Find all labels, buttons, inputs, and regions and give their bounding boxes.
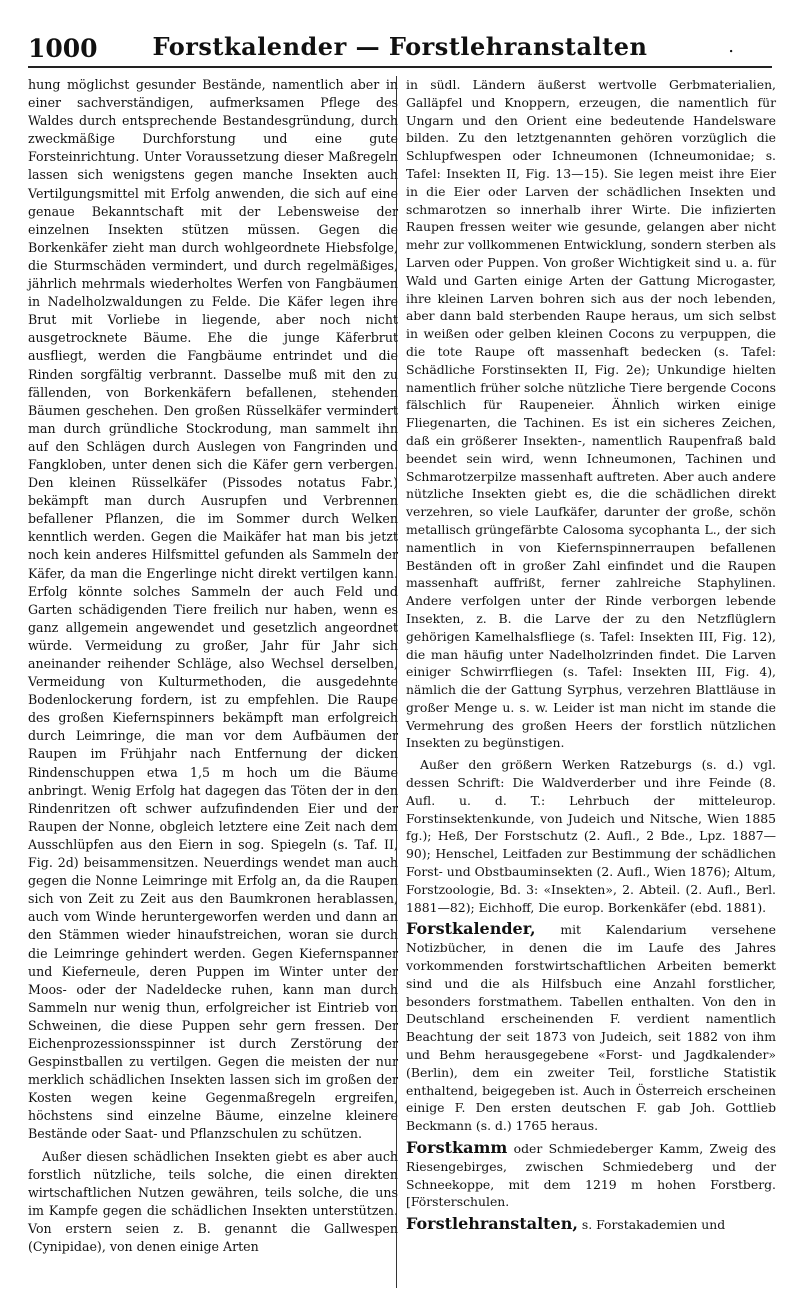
entry-cross-reference: [Försterschulen. <box>406 1194 510 1210</box>
right-column <box>406 76 776 1238</box>
entry-forstlehranstalten <box>406 1215 776 1234</box>
entry-lemma: Forstkalender, <box>406 919 536 939</box>
page-number: 1000 <box>28 34 98 63</box>
running-title: Forstkalender — Forstlehranstalten <box>152 32 648 61</box>
entry-forstkamm <box>406 1139 776 1211</box>
entry-lemma: Forstkamm <box>406 1138 508 1158</box>
left-paragraph-1: hung möglichst gesunder Bestände, namentlich aber in einer sachverständigen, aufmerksamen Pflege des Waldes durch entsprechende Bestandesgründung, durch zweckmäßige Durchforstung und eine gute Forsteinrichtung. Unter Voraussetzung dieser Maßregeln lassen sich wenigstens gegen manche Insekten auch Vertilgungsmittel mit Erfolg anwenden, die sich auf eine genaue Bekanntschaft mit der Lebensweise der einzelnen Insekten stützen müssen. Gegen die Borkenkäfer zieht man durch wohlgeordnete Hiebsfolge, die Sturmschäden vermindert, und durch regelmäßiges, jährlich mehrmals wiederholtes Werfen von Fangbäumen in Nadelholzwaldungen zu Felde. Die Käfer legen ihre Brut mit Vorliebe in liegende, aber noch nicht ausgetrocknete Bäume. Ehe die junge Käferbrut ausfliegt, werden die Fangbäume entrindet und die Rinden sorgfältig verbrannt. Dasselbe muß mit den zu fällenden, von Borkenkäfern befallenen, stehenden Bäumen geschehen. Den großen Rüsselkäfer vermindert man durch gründliche Stockrodung, man sammelt ihn auf den Schlägen durch Auslegen von Fangrinden und Fangkloben, unter denen sich die Käfer gern verbergen. Den kleinen Rüsselkäfer (Pissodes notatus Fabr.) bekämpft man durch Ausrupfen und Verbrennen befallener Pflanzen, die im Sommer durch Welken kenntlich werden. Gegen die Maikäfer hat man bis jetzt noch kein anderes Hilfsmittel gefunden als Sammeln der Käfer, da man die Engerlinge nicht direkt vertilgen kann. Erfolg könnte solches Sammeln der auch Feld und Garten schädigenden Tiere freilich nur haben, wenn es ganz allgemein angewendet und gesetzlich angeordnet würde. Vermeidung zu großer, Jahr für Jahr sich aneinander reihender Schläge, also Wechsel derselben, Vermeidung von Kulturmethoden, die ausgedehnte Bodenlockerung fordern, ist zu empfehlen. Die Raupe des großen Kiefernspinners bekämpft man erfolgreich durch Leimringe, die man vor dem Aufbäumen der Raupen im Frühjahr nach Entfernung der dicken Rindenschuppen etwa 1,5 m hoch um die Bäume anbringt. Wenig Erfolg hat dagegen das Töten der in den Rindenritzen oft schwer aufzufindenden Eier und der Raupen der Nonne, obgleich letztere eine Zeit nach dem Ausschlüpfen aus den Eiern in sog. Spiegeln (s. Taf. II, Fig. 2d) beisammensitzen. Neuerdings wendet man auch gegen die Nonne Leimringe mit Erfolg an, da die Raupen sich von Zeit zu Zeit aus den Baumkronen herablassen, auch vom Winde heruntergeworfen werden und dann an den Stämmen wieder hinaufstreichen, woran sie durch die Leimringe gehindert werden. Gegen Kiefernspanner und Kieferneule, deren Puppen im Winter unter der Moos- oder der Nadeldecke ruhen, kann man durch Sammeln nur wenig thun, erfolgreicher ist Eintrieb von Schweinen, die diese Puppen sehr gern fressen. Der Eichenprozessionsspinner ist durch Zerstörung der Gespinstballen zu vertilgen. Gegen die meisten der nur merklich schädlichen Insekten lassen sich im großen der Kosten wegen keine Gegenmaßregeln ergreifen, höchstens sind einzelne Bäume, einzelne kleinere Bestände oder Saat- und Pflanzschulen zu schützen. <box>28 77 398 1142</box>
entry-forstkalender <box>406 920 776 1135</box>
left-column <box>28 76 398 1260</box>
header-rule <box>28 66 772 68</box>
entry-text: s. Forstakademien und <box>577 1217 726 1233</box>
page-header <box>28 30 772 70</box>
left-paragraph-2: Außer diesen schädlichen Insekten giebt es aber auch forstlich nützliche, teils solche, die einen direkten wirtschaftlichen Nutzen gewähren, teils solche, die uns im Kampfe gegen die schädlichen Insekten unterstützen. Von erstern seien z. B. genannt die Gallwespen (Cynipidae), von denen einige Arten <box>28 1148 398 1254</box>
entry-lemma: Forstlehranstalten, <box>406 1214 578 1234</box>
right-paragraph-1: in südl. Ländern äußerst wertvolle Gerbmaterialien, Galläpfel und Knoppern, erzeugen, die namentlich für Ungarn und den Orient eine bedeutende Handelsware bilden. Zu den letztgenannten gehören vorzüglich die Schlupfwespen oder Ichneumonen (Ichneumonidae; s. Tafel: Insekten II, Fig. 13—15). Sie legen meist ihre Eier in die Eier oder Larven der schädlichen Insekten und schmarotzen so innerhalb ihrer Wirte. Die infizierten Raupen fressen weiter wie gesunde, gelangen aber nicht mehr zur vollkommenen Entwicklung, sondern sterben als Larven oder Puppen. Von großer Wichtigkeit sind u. a. für Wald und Garten einige Arten der Gattung Microgaster, ihre kleinen Larven bohren sich aus der noch lebenden, aber dann bald sterbenden Raupe heraus, um sich selbst in weißen oder gelben kleinen Cocons zu verpuppen, die die tote Raupe oft massenhaft bedecken (s. Tafel: Schädliche Forstinsekten II, Fig. 2e); Unkundige hielten namentlich früher solche nützliche Tiere bergende Cocons fälschlich für Raupeneier. Ähnlich wirken einige Fliegenarten, die Tachinen. Es ist ein sicheres Zeichen, daß ein größerer Insekten-, namentlich Raupenfraß bald beendet sein wird, wenn Ichneumonen, Tachinen und Schmarotzerpilze massenhaft auftreten. Aber auch andere nützliche Insekten giebt es, die die schädlichen direkt verzehren, so viele Laufkäfer, darunter der große, schön metallisch grüngefärbte Calosoma sycophanta L., der sich namentlich in von Kiefernspinnerraupen befallenen Beständen oft in großer Zahl einfindet und die Raupen massenhaft auffrißt, ferner zahlreiche Staphylinen. Andere verfolgen unter der Rinde verborgen lebende Insekten, z. B. die Larve der zu den Netzflüglern gehörigen Kamelhalsfliege (s. Tafel: Insekten III, Fig. 12), die man häufig unter Nadelholzrinden findet. Die Larven einiger Schwirrfliegen (s. Tafel: Insekten III, Fig. 4), nämlich die der Gattung Syrphus, verzehren Blattläuse in großer Menge u. s. w. Leider ist man nicht im stande die Vermehrung des großen Heers der forstlich nützlichen Insekten zu begünstigen. <box>406 77 776 751</box>
bibliography: Außer den größern Werken Ratzeburgs (s. d.) vgl. dessen Schrift: Die Waldverderber und ihre Feinde (8. Aufl. u. d. T.: Lehrbuch der mitteleurop. Forstinsektenkunde, von Judeich und Nitsche, Wien 1885 fg.); Heß, Der Forstschutz (2. Aufl., 2 Bde., Lpz. 1887—90); Henschel, Leitfaden zur Bestimmung der schädlichen Forst- und Obstbauminsekten (2. Aufl., Wien 1876); Altum, Forstzoologie, Bd. 3: «Insekten», 2. Abteil. (2. Aufl., Berl. 1881—82); Eichhoff, Die europ. Borkenkäfer (ebd. 1881). <box>406 757 776 915</box>
header-mark: . <box>728 36 734 57</box>
entry-text: mit Kalendarium versehene Notizbücher, in denen die im Laufe des Jahres vorkommenden forstwirtschaftlichen Arbeiten bemerkt sind und die als Hilfsbuch eine Anzahl forstlicher, besonders forstmathem. Tabellen enthalten. Von den in Deutschland erscheinenden F. verdient namentlich Beachtung der seit 1873 von Judeich, seit 1882 von ihm und Behm herausgegebene «Forst- und Jagdkalender» (Berlin), dem ein zweiter Teil, forstliche Statistik enthaltend, beigegeben ist. Auch in Österreich erscheinen einige F. Den ersten deutschen F. gab Joh. Gottlieb Beckmann (s. d.) 1765 heraus. <box>406 922 776 1134</box>
entry-text: oder Schmiedeberger Kamm, Zweig des Riesengebirges, zwischen Schmiedeberg und der Schneekoppe, mit dem 1219 m hohen Forstberg. <box>406 1141 776 1192</box>
